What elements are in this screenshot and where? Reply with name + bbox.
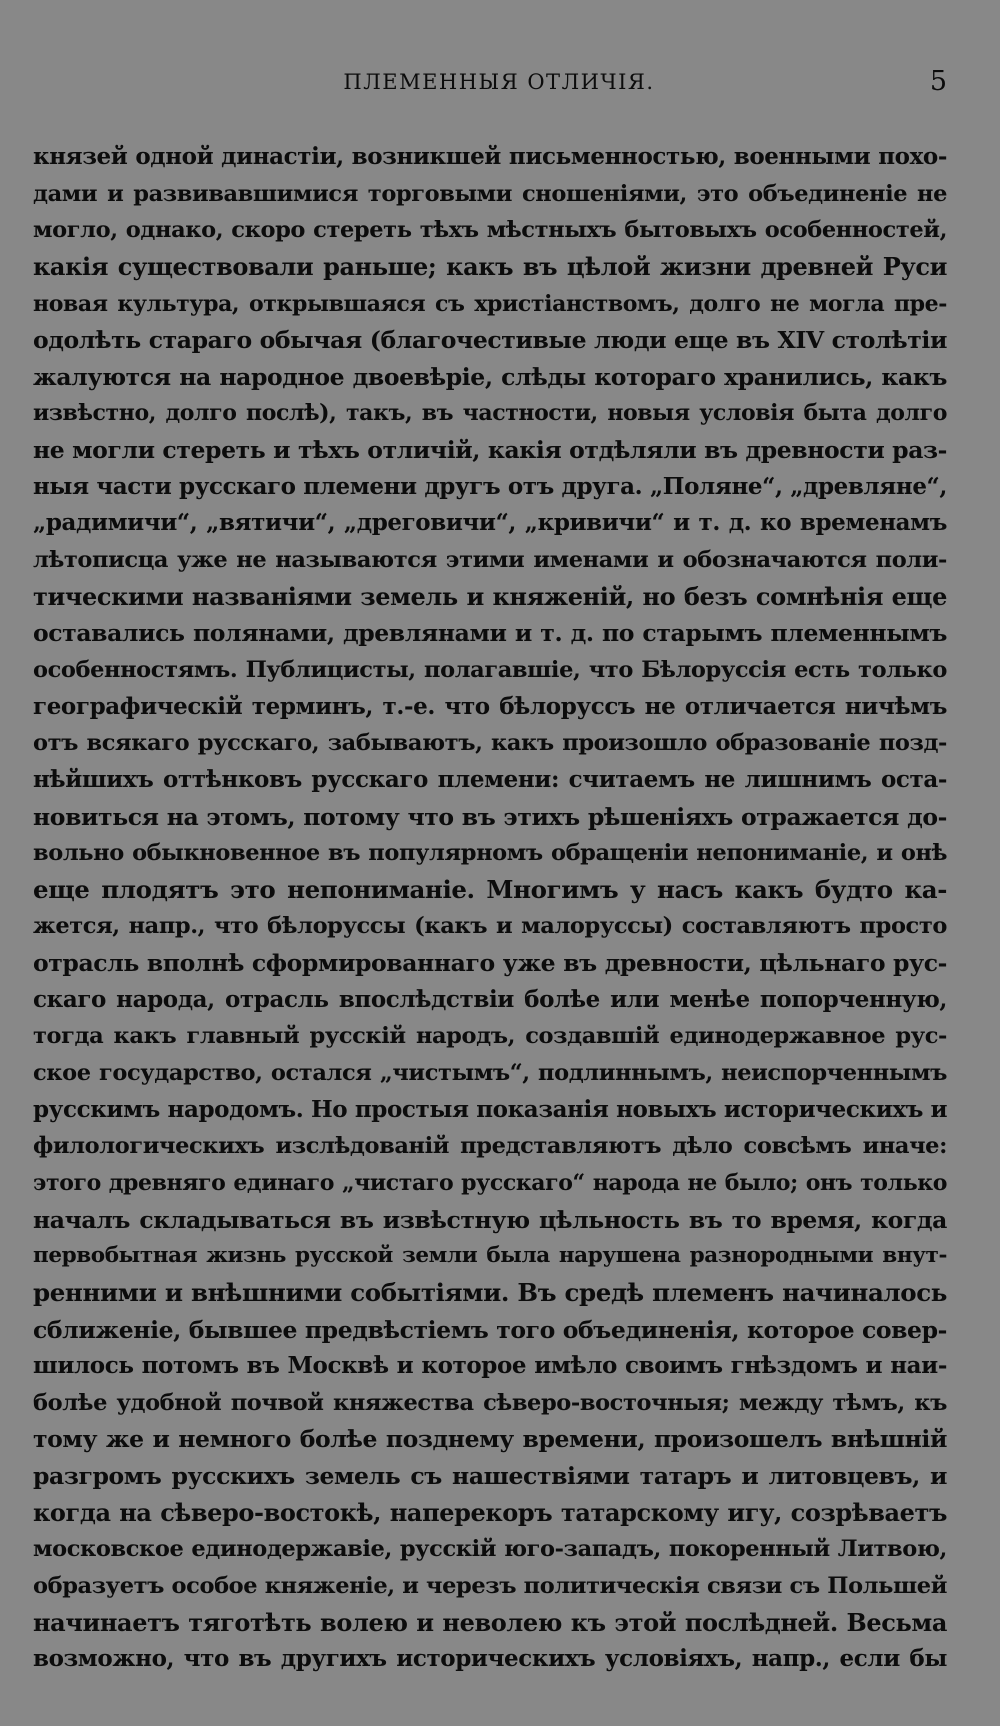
text-line: географическій терминъ, т.-е. что бѣлоруссъ не отличается ничѣмъ	[33, 692, 947, 720]
text-line: отъ всякаго русскаго, забываютъ, какъ произошло образованіе позд-	[33, 730, 947, 757]
text-line: разгромъ русскихъ земель съ нашествіями татаръ и литовцевъ, и	[33, 1462, 947, 1491]
text-line: не могли стереть и тѣхъ отличій, какія отдѣляли въ древности раз-	[33, 436, 947, 465]
text-line: первобытная жизнь русской земли была нарушена разнородными внут-	[33, 1243, 947, 1269]
text-line: шилось потомъ въ Москвѣ и которое имѣло своимъ гнѣздомъ и наи-	[33, 1352, 947, 1380]
text-line: новиться на этомъ, потому что въ этихъ рѣшеніяхъ отражается до-	[33, 802, 947, 831]
text-line: ныя части русскаго племени другъ отъ друга. „Поляне“, „древляне“,	[33, 472, 947, 500]
text-line: болѣе удобной почвой княжества сѣверо-восточныя; между тѣмъ, къ	[33, 1389, 947, 1416]
text-line: началъ складываться въ извѣстную цѣльность въ то время, когда	[33, 1205, 947, 1234]
page-header	[33, 66, 947, 106]
page-number: 5	[929, 66, 947, 97]
text-line: московское единодержавіе, русскій юго-западъ, покоренный Литвою,	[33, 1536, 947, 1563]
text-line: дами и развивавшимися торговыми сношеніями, это объединеніе не	[33, 180, 947, 207]
text-line: лѣтописца уже не называются этими именами и обозначаются поли-	[33, 547, 947, 574]
text-line: тогда какъ главный русскій народъ, создавшій единодержавное рус-	[33, 1023, 947, 1050]
text-line: ское государство, остался „чистымъ“, подлиннымъ, неиспорченнымъ	[33, 1060, 947, 1087]
text-line: нѣйшихъ оттѣнковъ русскаго племени: считаемъ не лишнимъ оста-	[33, 765, 947, 793]
text-line: сближеніе, бывшее предвѣстіемъ того объединенія, которое совер-	[33, 1315, 947, 1344]
text-line: ренними и внѣшними событіями. Въ средѣ племенъ начиналось	[33, 1277, 947, 1307]
text-line: какія существовали раньше; какъ въ цѣлой жизни древней Руси	[33, 251, 947, 281]
text-line: одолѣть стараго обычая (благочестивые люди еще въ XIV столѣтіи	[33, 326, 947, 355]
text-line: „радимичи“, „вятичи“, „дреговичи“, „кривичи“ и т. д. ко временамъ	[33, 509, 947, 537]
text-line: возможно, что въ другихъ историческихъ условіяхъ, напр., если бы	[33, 1645, 947, 1673]
body-text	[33, 139, 947, 1678]
text-line: особенностямъ. Публицисты, полагавшіе, что Бѣлоруссія есть только	[33, 656, 947, 683]
text-line: филологическихъ изслѣдованій представляютъ дѣло совсѣмъ иначе:	[33, 1133, 947, 1160]
text-line: когда на сѣверо-востокѣ, наперекоръ татарскому игу, созрѣваетъ	[33, 1497, 947, 1527]
text-line: жется, напр., что бѣлоруссы (какъ и малоруссы) составляютъ просто	[33, 913, 947, 940]
text-line: образуетъ особое княженіе, и черезъ политическія связи съ Польшей	[33, 1572, 947, 1599]
text-line: русскимъ народомъ. Но простыя показанія новыхъ историческихъ и	[33, 1095, 947, 1123]
text-line: могло, однако, скоро стереть тѣхъ мѣстныхъ бытовыхъ особенностей,	[33, 217, 947, 244]
text-line: оставались полянами, древлянами и т. д. по старымъ племеннымъ	[33, 619, 947, 648]
text-line: тому же и немного болѣе позднему времени, произошелъ внѣшній	[33, 1425, 947, 1454]
text-line: вольно обыкновенное въ популярномъ обращеніи непониманіе, и онѣ	[33, 840, 947, 867]
text-line: князей одной династіи, возникшей письменностью, военными похо-	[33, 143, 947, 170]
text-line: этого древняго единаго „чистаго русскаго“ народа не было; онъ только	[33, 1169, 947, 1196]
text-line: новая культура, открывшаяся съ христіанствомъ, долго не могла пре-	[33, 290, 947, 317]
text-line: жалуются на народное двоевѣріе, слѣды котораго хранились, какъ	[33, 362, 947, 391]
running-title: ПЛЕМЕННЫЯ ОТЛИЧІЯ.	[343, 70, 655, 94]
text-line: извѣстно, долго послѣ), такъ, въ частности, новыя условія быта долго	[33, 400, 947, 427]
text-line: тическими названіями земель и княженій, но безъ сомнѣнія еще	[33, 581, 947, 611]
text-line: еще плодятъ это непониманіе. Многимъ у насъ какъ будто ка-	[33, 874, 947, 904]
text-line: отрасль вполнѣ сформированнаго уже въ древности, цѣльнаго рус-	[33, 949, 947, 978]
text-line: начинаетъ тяготѣть волею и неволею къ этой послѣдней. Весьма	[33, 1607, 947, 1637]
text-line: скаго народа, отрасль впослѣдствіи болѣе или менѣе попорченную,	[33, 985, 947, 1013]
